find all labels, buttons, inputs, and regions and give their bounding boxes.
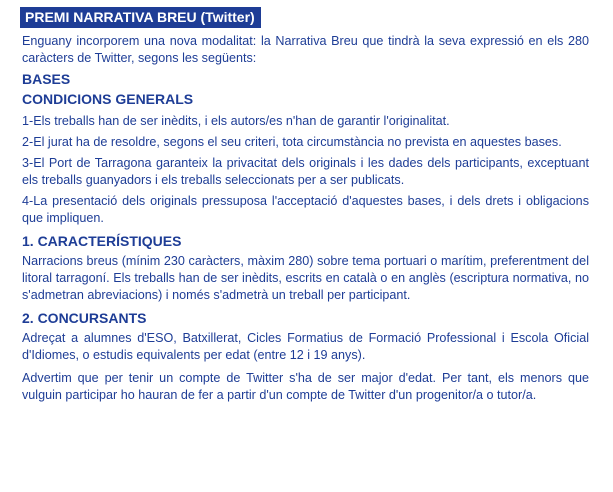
condition-item: 1-Els treballs han de ser inèdits, i els autors/es n'han de garantir l'originalitat. — [22, 114, 450, 128]
condition-item: 3-El Port de Tarragona garanteix la privacitat dels originals i les dades dels participants, exceptuant els treballs guanyadors i els treballs seleccionats per a ser publicats. — [22, 156, 589, 187]
participants-paragraph: Adreçat a alumnes d'ESO, Batxillerat, Cicles Formatius de Formació Professional i Escola Oficial d'Idiomes, o estudis equivalents per edat (entre 12 i 19 anys). — [22, 331, 589, 362]
condition-item: 2-El jurat ha de resoldre, segons el seu criteri, tota circumstància no prevista en aquestes bases. — [22, 135, 562, 149]
section-heading-characteristics: 1. CARACTERÍSTIQUES — [22, 233, 182, 249]
section-heading-participants: 2. CONCURSANTS — [22, 310, 147, 326]
characteristics-paragraph: Narracions breus (mínim 230 caràcters, màxim 280) sobre tema portuari o marítim, preferentment del litoral tarragoní. Els treballs han de ser inèdits, escrits en català o en anglès (escriptura normativa, no s'admetran abreviacions) i només s'admetrà un treball per participant. — [22, 254, 589, 302]
page-title: PREMI NARRATIVA BREU (Twitter) — [20, 7, 261, 28]
conditions-heading: CONDICIONS GENERALS — [22, 91, 194, 107]
bases-heading: BASES — [22, 71, 71, 87]
intro-paragraph: Enguany incorporem una nova modalitat: la Narrativa Breu que tindrà la seva expressió en els 280 caràcters de Twitter, segons les següents: — [22, 34, 589, 65]
condition-item: 4-La presentació dels originals pressuposa l'acceptació d'aquestes bases, i dels drets i obligacions que impliquen. — [22, 194, 589, 225]
participants-paragraph: Advertim que per tenir un compte de Twitter s'ha de ser major d'edat. Per tant, els menors que vulguin participar ho hauran de fer a partir d'un compte de Twitter d'un progenitor/a o tutor/a. — [22, 371, 589, 402]
